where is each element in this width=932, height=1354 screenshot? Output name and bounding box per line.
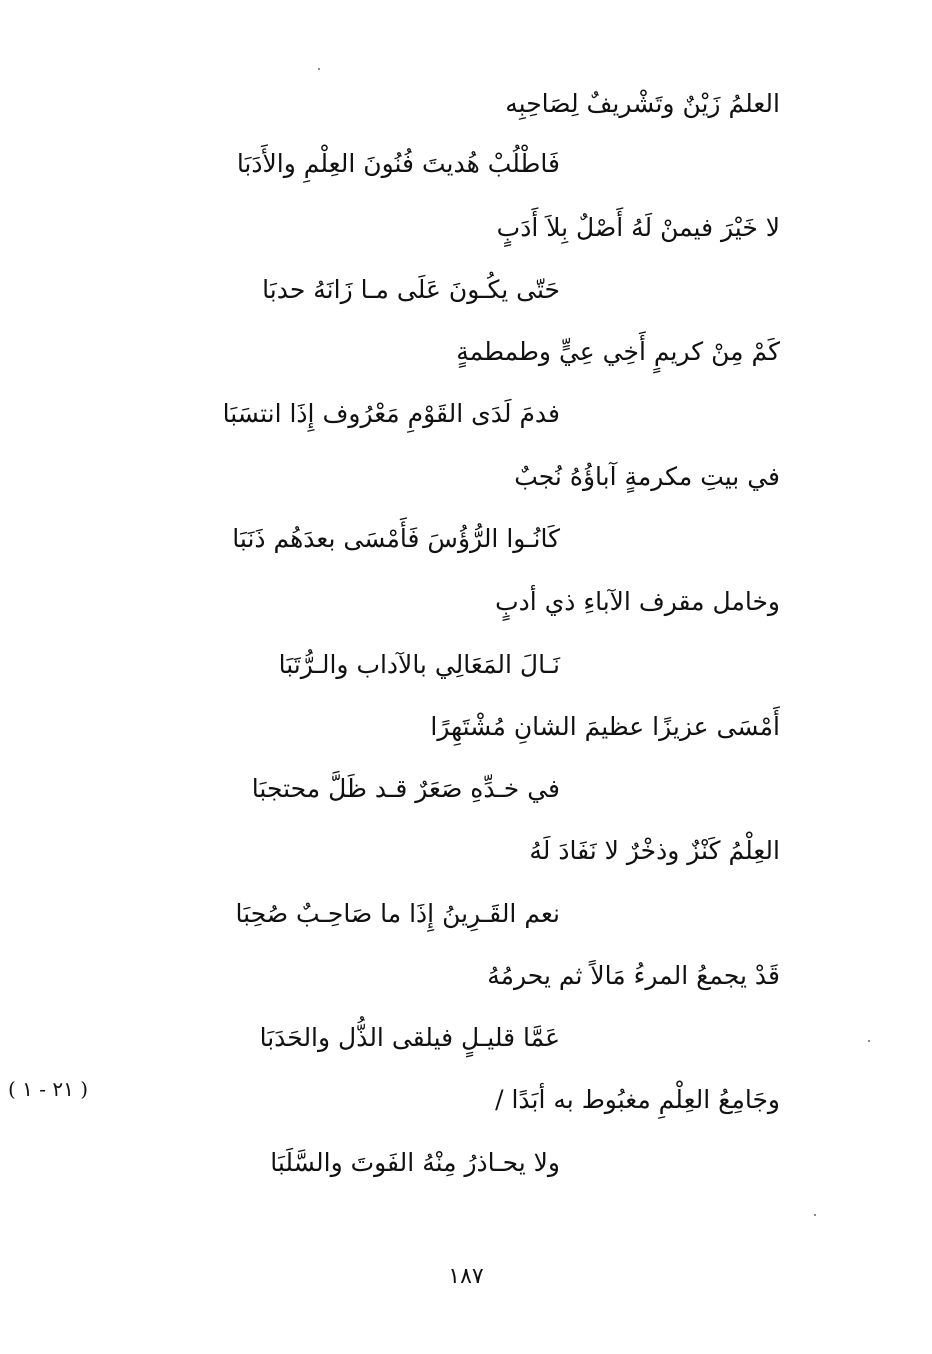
verse-line-3-sadr: كَمْ مِنْ كريمٍ أَخِي عِيٍّ وطمطمةٍ [456, 337, 780, 366]
verse-line-9-ajuz: ولا يحـاذرُ مِنْهُ الفَوتَ والسَّلَبَا [270, 1148, 560, 1177]
verse-line-1-ajuz: فَاطْلُبْ هُديتَ فُنُونَ العِلْمِ والأَدَبَا [236, 149, 560, 178]
verse-line-5-ajuz: نَـالَ المَعَالِي بالآداب والـرُّتَبَا [278, 650, 560, 679]
verse-line-4-sadr: في بيتِ مكرمةٍ آباؤُهُ نُجبٌ [514, 462, 780, 491]
verse-line-2-sadr: لا خَيْرَ فيمنْ لَهُ أَصْلٌ بِلاَ أَدَبٍ [496, 213, 780, 242]
verse-line-1-sadr: العلمُ زَيْنٌ وتَشْريفٌ لِصَاحِبِه [505, 89, 780, 118]
verse-line-8-ajuz: عَمَّا قليـلٍ فيلقى الذُّل والحَدَبَا [259, 1023, 560, 1052]
verse-line-8-sadr: قَدْ يجمعُ المرءُ مَالاً ثم يحرمُهُ [487, 961, 780, 990]
page-number: ١٨٧ [448, 1264, 484, 1289]
verse-line-7-sadr: العِلْمُ كَنْزٌ وذخْرٌ لا نَفَادَ لَهُ [529, 836, 780, 865]
verse-line-6-sadr: أَمْسَى عزيزًا عظيمَ الشانِ مُشْتَهِرًا [430, 712, 780, 741]
verse-line-9-sadr: وجَامِعُ العِلْمِ مغبُوط به أبَدًا / [495, 1085, 780, 1114]
verse-line-2-ajuz: حَتّى يكُـونَ عَلَى مـا زَانَهُ حدبَا [262, 275, 560, 304]
scan-speck [868, 1040, 870, 1042]
verse-line-5-sadr: وخامل مقرف الآباءِ ذي أدبٍ [495, 587, 780, 616]
margin-folio-reference: ( ٢١ - ١ ) [8, 1077, 89, 1101]
verse-line-6-ajuz: في خـدِّهِ صَعَرٌ قـد ظَلَّ محتجبَا [251, 774, 560, 803]
scan-speck [318, 68, 320, 70]
verse-line-7-ajuz: نعم القَـرِينُ إِذَا ما صَاحِـبٌ صُحِبَا [235, 899, 560, 928]
verse-line-3-ajuz: فدمَ لَدَى القَوْمِ مَعْرُوف إِذَا انتسَبَا [222, 399, 560, 428]
verse-line-4-ajuz: كَانُـوا الرُّؤُسَ فَأَمْسَى بعدَهُم ذَنَبَا [232, 524, 560, 553]
scan-speck [814, 1214, 816, 1216]
